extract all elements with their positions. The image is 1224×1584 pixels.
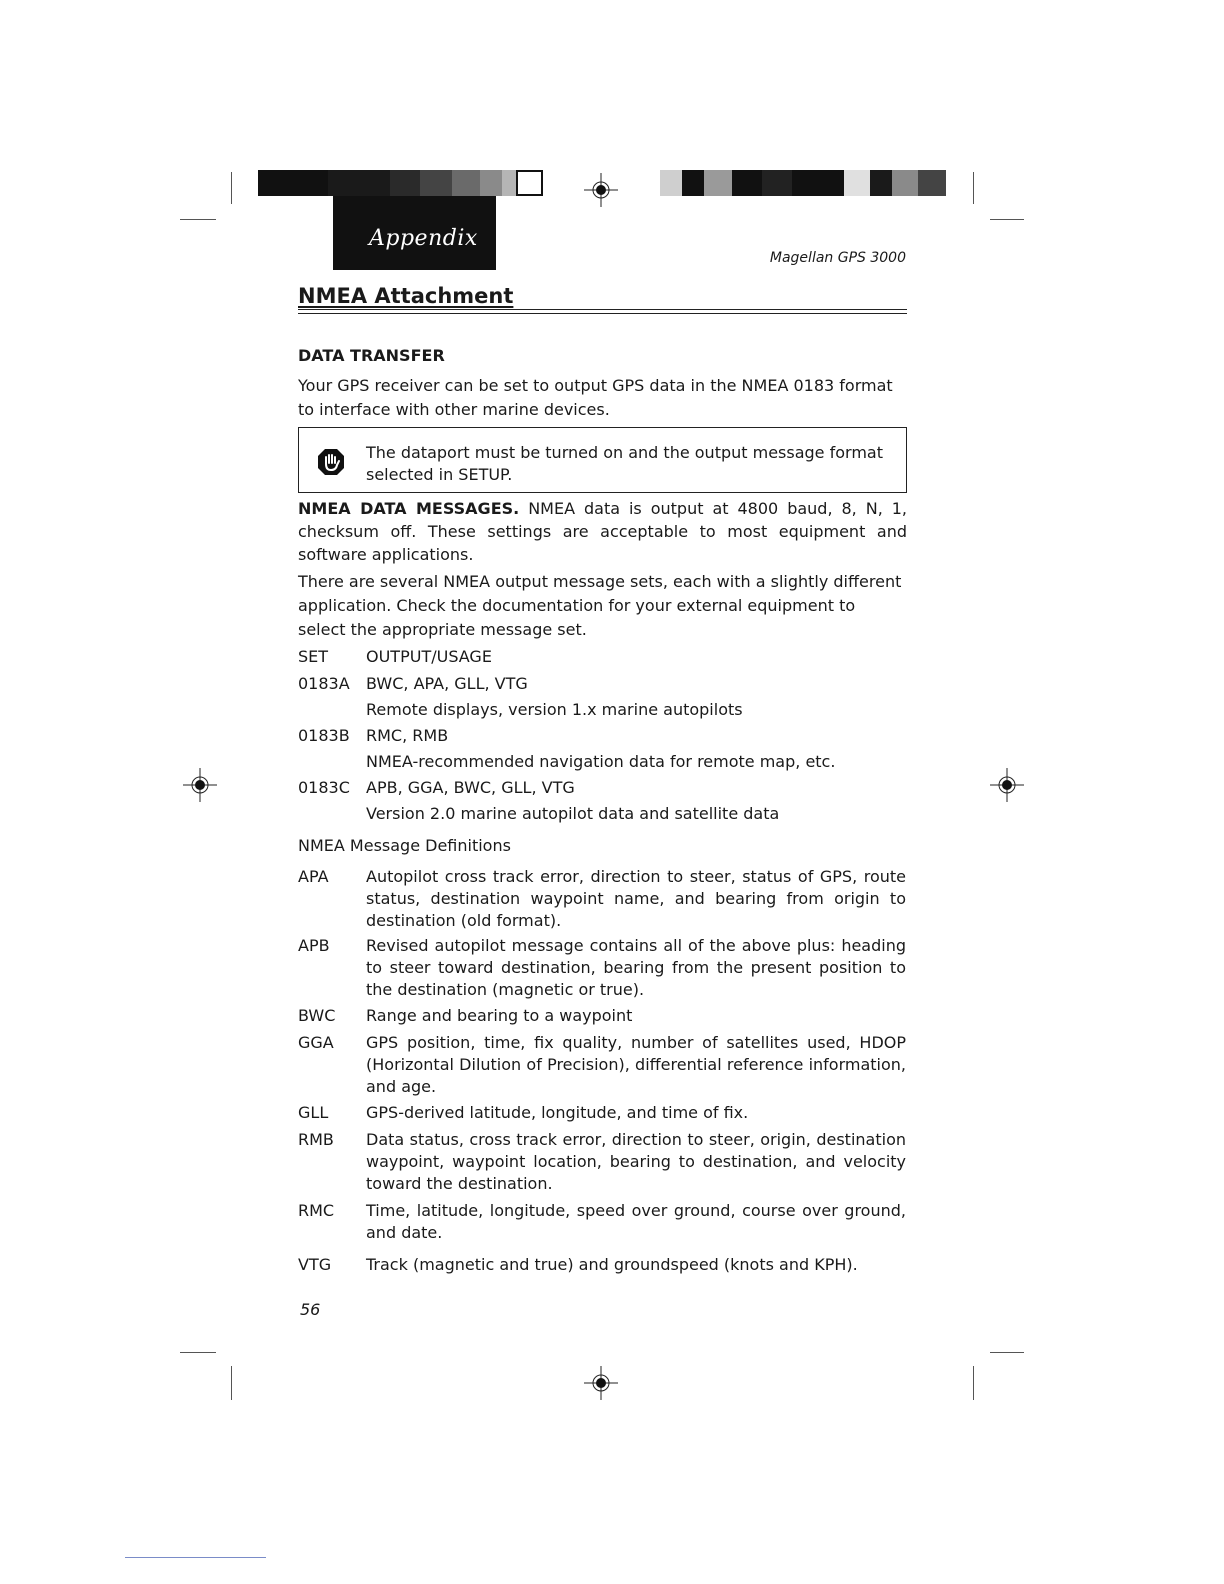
definition-code: GLL xyxy=(298,1103,329,1122)
page-title: NMEA Attachment xyxy=(298,284,514,308)
definition-code: RMC xyxy=(298,1201,335,1220)
definition-code: VTG xyxy=(298,1255,332,1274)
message-set-messages: APB, GGA, BWC, GLL, VTG xyxy=(366,778,575,797)
definition-code: GGA xyxy=(298,1033,334,1052)
definition-text: Time, latitude, longitude, speed over ground, course over ground, and date. xyxy=(366,1201,906,1242)
table-header-usage: OUTPUT/USAGE xyxy=(366,647,492,666)
appendix-tab-label: Appendix xyxy=(369,226,478,251)
note-box xyxy=(298,427,907,493)
crop-mark xyxy=(990,1352,1024,1353)
message-set-code: 0183B xyxy=(298,726,350,745)
nmea-data-messages-paragraph xyxy=(298,497,907,566)
registration-mark-icon xyxy=(183,768,217,802)
section-heading: DATA TRANSFER xyxy=(298,346,445,365)
intro-paragraph: Your GPS receiver can be set to output GPS data in the NMEA 0183 format to interface with other marine devices. xyxy=(298,376,893,419)
definition-text: Data status, cross track error, direction to steer, origin, destination waypoint, waypoint location, bearing to destination, and velocity toward the destination. xyxy=(366,1130,906,1193)
definition-code: BWC xyxy=(298,1006,336,1025)
message-set-code: 0183C xyxy=(298,778,350,797)
crop-mark xyxy=(231,172,232,204)
definition-text: Range and bearing to a waypoint xyxy=(366,1006,633,1025)
note-text: The dataport must be turned on and the output message format selected in SETUP. xyxy=(366,443,883,484)
title-rule xyxy=(298,313,907,314)
message-set-messages: RMC, RMB xyxy=(366,726,449,745)
message-set-usage: Version 2.0 marine autopilot data and satellite data xyxy=(366,804,780,823)
message-set-usage: Remote displays, version 1.x marine autopilots xyxy=(366,700,743,719)
running-head: Magellan GPS 3000 xyxy=(769,250,906,266)
table-header-set: SET xyxy=(298,647,329,666)
calibration-bar-right xyxy=(660,170,946,196)
crop-mark xyxy=(180,219,216,220)
scan-artifact-line xyxy=(125,1557,266,1558)
message-set-code: 0183A xyxy=(298,674,350,693)
page-number: 56 xyxy=(300,1300,321,1319)
calibration-bar-left xyxy=(258,170,543,196)
crop-mark xyxy=(180,1352,216,1353)
definition-code: RMB xyxy=(298,1130,334,1149)
definition-code: APB xyxy=(298,936,330,955)
crop-mark xyxy=(973,1366,974,1400)
definitions-heading: NMEA Message Definitions xyxy=(298,836,511,855)
crop-mark xyxy=(990,219,1024,220)
stop-hand-icon xyxy=(316,447,346,477)
registration-mark-icon xyxy=(584,173,618,207)
definition-text: GPS position, time, fix quality, number of satellites used, HDOP (Horizontal Dilution of Precision), differential reference information, and age. xyxy=(366,1033,906,1096)
definition-text: Revised autopilot message contains all of the above plus: heading to steer toward destination, bearing from the present position to the destination (magnetic or true). xyxy=(366,936,906,999)
registration-mark-icon xyxy=(990,768,1024,802)
crop-mark xyxy=(231,1366,232,1400)
title-rule xyxy=(298,309,907,310)
nmea-data-messages-text: NMEA data is output at 4800 baud, 8, N, 1, checksum off. These settings are acceptable to most equipment and software applications. xyxy=(298,499,908,564)
definition-text: Autopilot cross track error, direction to steer, status of GPS, route status, destination waypoint name, and bearing from origin to destination (old format). xyxy=(366,867,906,930)
message-sets-paragraph: There are several NMEA output message sets, each with a slightly different application. Check the documentation for your external equipment to select the appropriate message set. xyxy=(298,572,902,639)
definition-text: Track (magnetic and true) and groundspeed (knots and KPH). xyxy=(366,1255,858,1274)
registration-mark-icon xyxy=(584,1366,618,1400)
definition-code: APA xyxy=(298,867,329,886)
nmea-data-messages-lead: NMEA DATA MESSAGES. xyxy=(298,499,520,518)
definition-text: GPS-derived latitude, longitude, and time of fix. xyxy=(366,1103,749,1122)
crop-mark xyxy=(973,172,974,204)
message-set-usage: NMEA-recommended navigation data for remote map, etc. xyxy=(366,752,836,771)
appendix-tab xyxy=(333,196,496,270)
message-set-messages: BWC, APA, GLL, VTG xyxy=(366,674,528,693)
